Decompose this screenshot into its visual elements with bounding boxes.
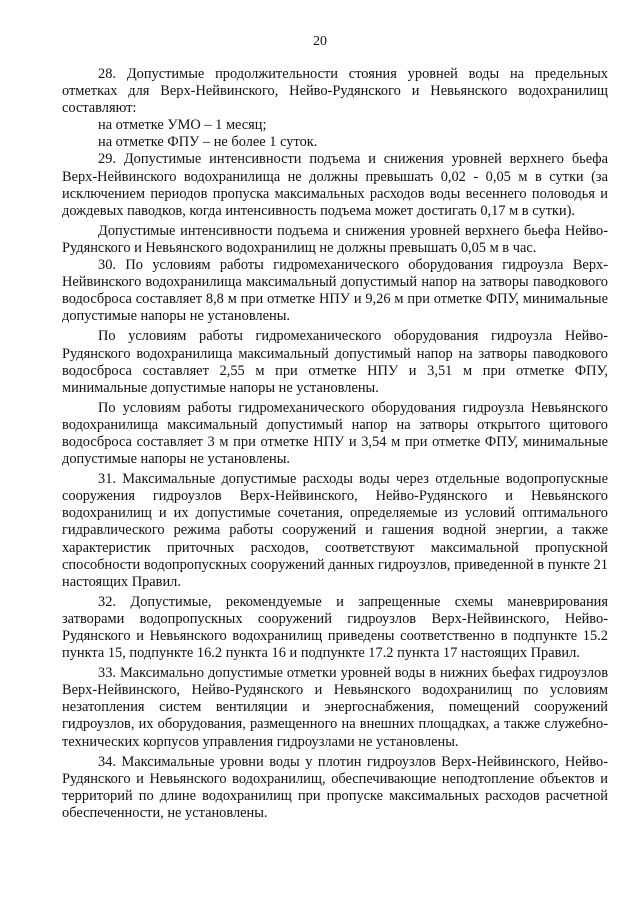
paragraph-34: 34. Максимальные уровни воды у плотин гидроузлов Верх-Нейвинского, Нейво-Рудянского и Невьянского водохранилищ, обеспечивающие неподтопление объектов и территорий по длине водохранилищ при пропуске максимальных расходов расчетной обеспеченности, не установлены.	[62, 753, 608, 821]
paragraph-28-item-fpu: на отметке ФПУ – не более 1 суток.	[98, 134, 318, 151]
paragraph-30-neivo-rudyanskoe: По условиям работы гидромеханического оборудования гидроузла Нейво-Рудянского водохранилища максимальный допустимый напор на затворы паводкового водосброса составляет 2,55 м при отметке НПУ и 3,51 м при отметке ФПУ, минимальные допустимые напоры не установлены.	[62, 328, 608, 396]
document-body	[62, 66, 608, 822]
paragraph-29-continued: Допустимые интенсивности подъема и снижения уровней верхнего бьефа Нейво-Рудянского и Невьянского водохранилищ не должны превышать 0,05 м в час.	[62, 222, 608, 256]
page-number: 20	[313, 34, 327, 49]
paragraph-29: 29. Допустимые интенсивности подъема и снижения уровней верхнего бьефа Верх-Нейвинского водохранилища не должны превышать 0,02 - 0,05 м в сутки (за исключением периодов пропуска максимальных расходов воды весеннего половодья и дождевых паводков, когда интенсивность подъема может достигать 0,17 м в сутки).	[62, 151, 608, 219]
paragraph-30-nevyanskoe: По условиям работы гидромеханического оборудования гидроузла Невьянского водохранилища максимальный допустимый напор на затворы открытого щитового водосброса составляет 3 м при отметке НПУ и 3,54 м при отметке ФПУ, минимальные допустимые напоры не установлены.	[62, 399, 608, 468]
paragraph-30: 30. По условиям работы гидромеханического оборудования гидроузла Верх-Нейвинского водохранилища максимальный допустимый напор на затворы паводкового водосброса составляет 8,8 м при отметке НПУ и 9,26 м при отметке ФПУ, минимальные допустимые напоры не установлены.	[62, 257, 608, 325]
paragraph-32: 32. Допустимые, рекомендуемые и запрещенные схемы маневрирования затворами водопропускных сооружений гидроузлов Верх-Нейвинского, Нейво-Рудянского и Невьянского водохранилищ приведены соответственно в подпункте 15.2 пункта 15, подпункте 16.2 пункта 16 и подпункте 17.2 пункта 17 настоящих Правил.	[62, 593, 608, 662]
paragraph-28-item-umo: на отметке УМО – 1 месяц;	[98, 117, 267, 134]
paragraph-33: 33. Максимально допустимые отметки уровней воды в нижних бьефах гидроузлов Верх-Нейвинского, Нейво-Рудянского и Невьянского водохранилищ по условиям незатопления систем вентиляции и энергоснабжения, помещений сооружений гидроузлов, их оборудования, размещенного на внешних площадках, а также служебно-технических корпусов управления гидроузлами не установлены.	[62, 665, 608, 750]
paragraph-31: 31. Максимальные допустимые расходы воды через отдельные водопропускные сооружения гидроузлов Верх-Нейвинского, Нейво-Рудянского и Невьянского водохранилищ и их допустимые сочетания, определяемые из условий оптимального гидравлического режима работы сооружений и гашения водной энергии, а также характеристик приточных расходов, соответствуют максимальной пропускной способности водопропускных сооружений данных гидроузлов, приведенной в пункте 21 настоящих Правил.	[62, 471, 608, 590]
paragraph-28: 28. Допустимые продолжительности стояния уровней воды на предельных отметках для Верх-Нейвинского, Нейво-Рудянского и Невьянского водохранилищ составляют:	[62, 66, 608, 117]
